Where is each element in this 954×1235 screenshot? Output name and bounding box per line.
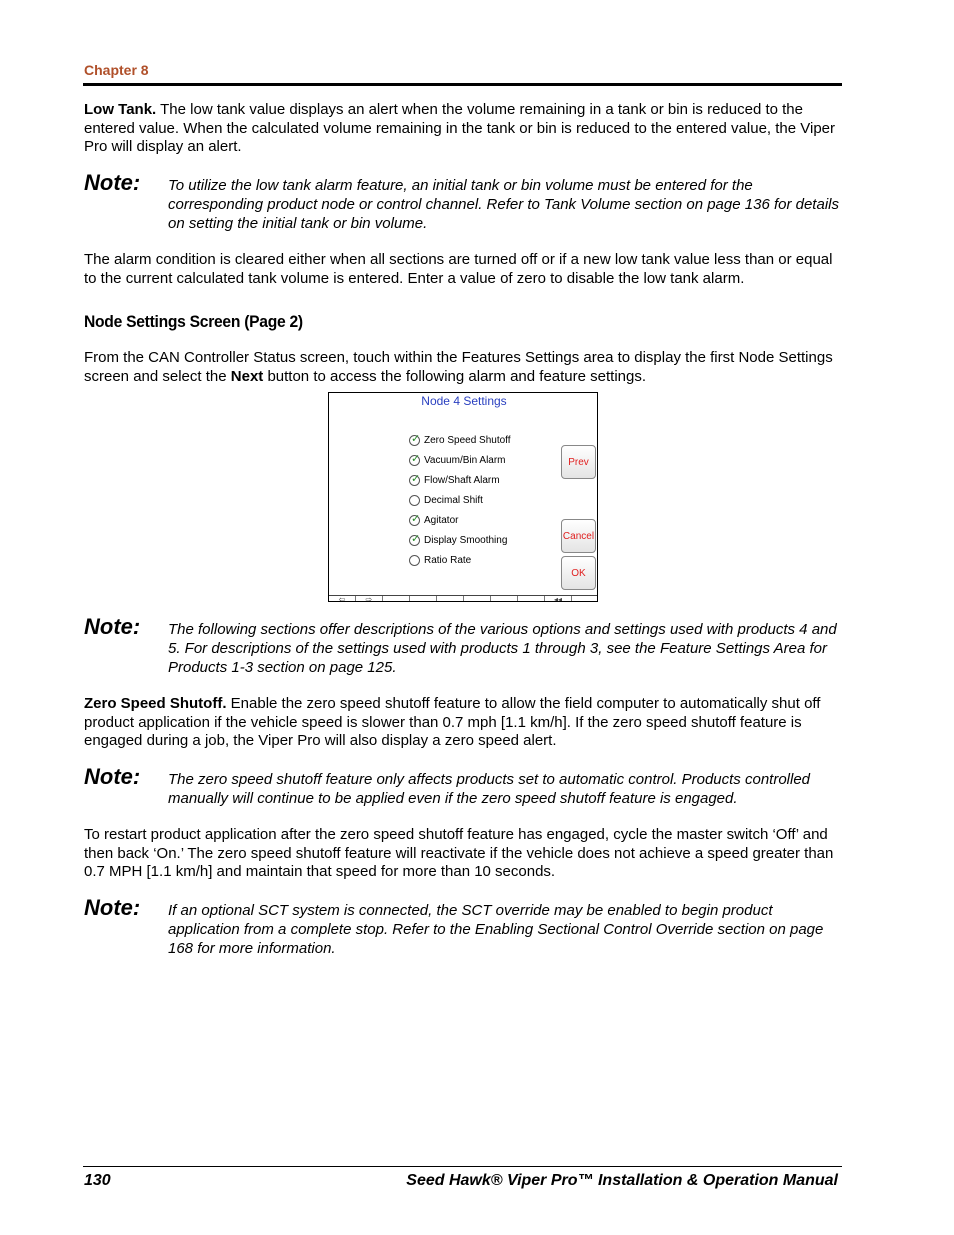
option-flow-shaft-alarm[interactable] bbox=[409, 473, 500, 487]
option-vacuum-bin-alarm[interactable] bbox=[409, 453, 506, 467]
manual-title: Seed Hawk® Viper Pro™ Installation & Operation Manual bbox=[406, 1172, 838, 1189]
intro-text-after: button to access the following alarm and feature settings. bbox=[263, 367, 647, 385]
option-display-smoothing[interactable] bbox=[409, 533, 507, 547]
zero-speed-term: Zero Speed Shutoff. bbox=[84, 695, 227, 712]
option-zero-speed-shutoff[interactable] bbox=[409, 433, 511, 447]
checkmark-icon: ✓ bbox=[411, 532, 421, 545]
header-rule bbox=[83, 83, 842, 86]
note-text-2: The following sections offer descriptions of the various options and settings used with products 4 and 5. For descriptions of the settings used with products 1 through 3, see the Feature Settings Area for Products 1-3 section on page 125. bbox=[168, 621, 837, 676]
node-settings-screenshot bbox=[328, 392, 598, 602]
toolbar-slot bbox=[518, 596, 545, 602]
checkbox-icon bbox=[409, 472, 421, 486]
bottom-toolbar bbox=[329, 595, 598, 602]
note-label-2: Note: bbox=[84, 614, 141, 639]
note-label-4: Note: bbox=[84, 895, 141, 920]
note-label-3: Note: bbox=[84, 764, 141, 789]
option-label: Display Smoothing bbox=[424, 534, 508, 546]
screen-title: Node 4 Settings bbox=[421, 394, 507, 408]
left-arrow-icon: ⇦ bbox=[329, 596, 356, 602]
prev-button[interactable]: Prev bbox=[561, 445, 596, 479]
note-text-3: The zero speed shutoff feature only affects products set to automatic control. Products controlled manually will continue to be applied even if the zero speed shutoff feature is engaged. bbox=[168, 771, 811, 807]
toolbar-slot bbox=[572, 596, 598, 602]
note-text-4: If an optional SCT system is connected, the SCT override may be enabled to begin product application from a complete stop. Refer to the Enabling Sectional Control Override section on page 168 for more information. bbox=[168, 902, 824, 957]
checkbox-icon bbox=[409, 532, 421, 546]
intro-text-before: From the CAN Controller Status screen, touch within the Features Settings area to display the first Node Settings screen and select the bbox=[84, 349, 833, 385]
intro-paragraph bbox=[84, 349, 842, 386]
low-tank-term: Low Tank. bbox=[84, 101, 157, 118]
restart-paragraph: To restart product application after the zero speed shutoff feature has engaged, cycle the master switch ‘Off’ and then back ‘On.’ The zero speed shutoff feature will reactivate if the vehicle does not achieve a speed greater than 0.7 MPH [1.1 km/h] and maintain that speed for more than 10 seconds. bbox=[84, 826, 834, 881]
checkmark-icon: ✓ bbox=[411, 452, 421, 465]
checkbox-icon bbox=[409, 495, 420, 506]
low-tank-text: The low tank value displays an alert when the volume remaining in a tank or bin is reduced to the entered value. When the calculated volume remaining in the tank or bin is reduced to the entered value, the Viper Pro will display an alert. bbox=[84, 101, 836, 156]
checkmark-icon: ✓ bbox=[411, 432, 421, 445]
option-ratio-rate[interactable] bbox=[409, 553, 471, 567]
zero-speed-text: Enable the zero speed shutoff feature to allow the field computer to automatically shut off product application if the vehicle speed is slower than 0.7 mph [1.1 km/h]. If the zero speed shutoff feature is engaged during a job, the Viper Pro will also display a zero speed alert. bbox=[84, 695, 821, 750]
note-text-1: To utilize the low tank alarm feature, an initial tank or bin volume must be entered for the corresponding product node or control channel. Refer to Tank Volume section on page 136 for details on setting the initial tank or bin volume. bbox=[168, 177, 839, 232]
option-label: Flow/Shaft Alarm bbox=[424, 474, 500, 486]
checkbox-icon bbox=[409, 512, 421, 526]
chapter-label: Chapter 8 bbox=[84, 62, 149, 78]
checkbox-icon bbox=[409, 555, 420, 566]
alarm-paragraph: The alarm condition is cleared either when all sections are turned off or if a new low tank value less than or equal to the current calculated tank volume is entered. Enter a value of zero to disable the low tank alarm. bbox=[84, 251, 833, 287]
option-label: Vacuum/Bin Alarm bbox=[424, 454, 506, 466]
footer-rule bbox=[83, 1166, 842, 1167]
toolbar-slot bbox=[491, 596, 518, 602]
zero-speed-paragraph bbox=[84, 695, 842, 751]
right-arrow-icon: ⇨ bbox=[356, 596, 383, 602]
page-number: 130 bbox=[84, 1172, 111, 1189]
low-tank-paragraph bbox=[84, 101, 842, 157]
toolbar-slot bbox=[464, 596, 491, 602]
checkbox-icon bbox=[409, 432, 421, 446]
toolbar-slot bbox=[383, 596, 410, 602]
option-decimal-shift[interactable] bbox=[409, 493, 483, 507]
note-label-1: Note: bbox=[84, 170, 141, 195]
option-label: Decimal Shift bbox=[424, 494, 483, 506]
option-agitator[interactable] bbox=[409, 513, 458, 527]
checkbox-icon bbox=[409, 452, 421, 466]
checkmark-icon: ✓ bbox=[411, 472, 421, 485]
toolbar-slot bbox=[437, 596, 464, 602]
next-button-reference: Next bbox=[230, 367, 264, 385]
toolbar-slot bbox=[410, 596, 437, 602]
ok-button[interactable]: OK bbox=[561, 556, 596, 590]
section-heading: Node Settings Screen (Page 2) bbox=[84, 312, 303, 331]
cancel-button[interactable]: Cancel bbox=[561, 519, 596, 553]
option-label: Zero Speed Shutoff bbox=[424, 434, 511, 446]
option-label: Agitator bbox=[424, 514, 459, 526]
rewind-icon: ◂◂ bbox=[545, 596, 572, 602]
option-label: Ratio Rate bbox=[424, 554, 472, 566]
checkmark-icon: ✓ bbox=[411, 512, 421, 525]
